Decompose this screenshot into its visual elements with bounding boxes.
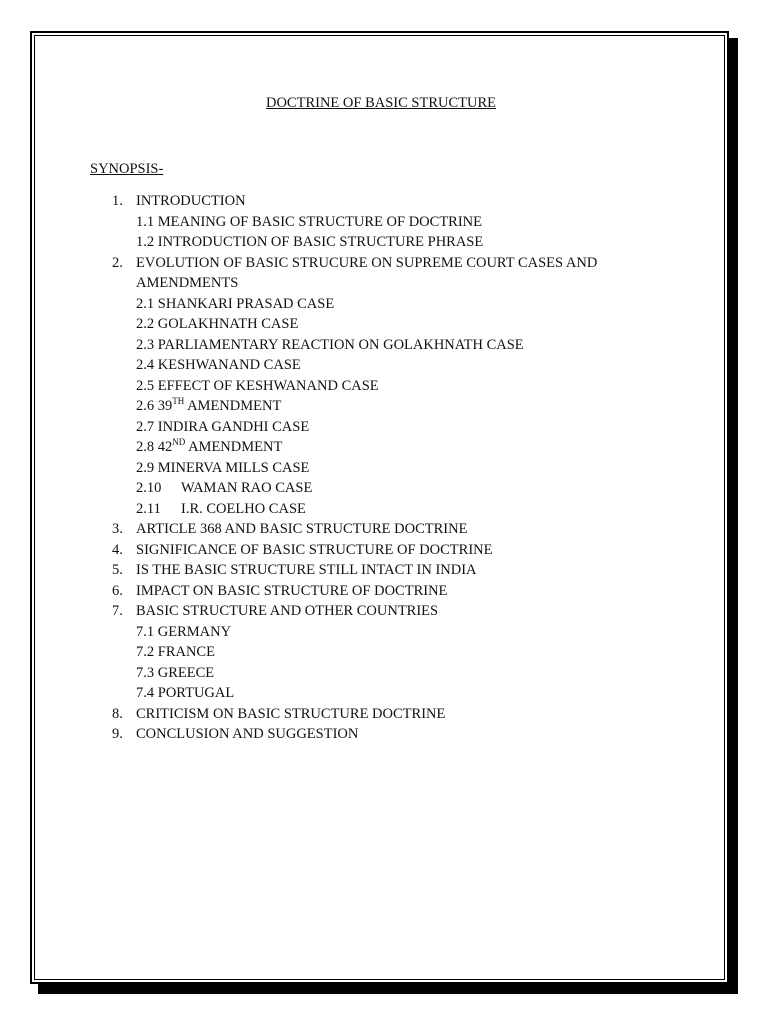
toc-subitem-text: WAMAN RAO CASE: [181, 480, 313, 496]
toc-subitem: [0, 232, 768, 253]
toc-item-text: IS THE BASIC STRUCTURE STILL INTACT IN INDIA: [136, 562, 477, 578]
toc-subitem-text: I.R. COELHO CASE: [181, 500, 306, 517]
toc-subitem-text: 7.2 FRANCE: [136, 644, 215, 660]
toc-subitem-text: 2.7 INDIRA GANDHI CASE: [136, 418, 310, 435]
document-title: DOCTRINE OF BASIC STRUCTURE: [265, 95, 496, 111]
toc-item-number: 1.: [112, 193, 123, 209]
toc-subitem: [0, 663, 768, 684]
toc-item-number: 5.: [112, 562, 123, 578]
toc-subitem: [0, 396, 768, 417]
toc-subitem-pre: 2.6 39: [136, 398, 173, 414]
toc-subitem-text: 2.1 SHANKARI PRASAD CASE: [136, 295, 335, 312]
toc-subitem-text: AMENDMENTS: [136, 275, 239, 291]
toc-subitem-text: 7.3 GREECE: [136, 664, 215, 681]
toc-item-text: INTRODUCTION: [136, 193, 246, 209]
toc-subitem: [0, 642, 768, 663]
toc-subitem: [0, 437, 768, 458]
toc-item-text: ARTICLE 368 AND BASIC STRUCTURE DOCTRINE: [136, 521, 468, 537]
toc-subitem-text: 7.1 GERMANY: [136, 623, 232, 640]
toc-subitem-text: 2.9 MINERVA MILLS CASE: [136, 459, 310, 476]
toc-item-number: 6.: [112, 582, 123, 599]
toc-subitem: [0, 478, 768, 499]
toc-item-text: EVOLUTION OF BASIC STRUCURE ON SUPREME COURT CASES AND: [136, 254, 598, 271]
toc-subitem-text: [136, 396, 281, 417]
toc-subitem-text: 2.3 PARLIAMENTARY REACTION ON GOLAKHNATH CASE: [136, 336, 524, 353]
toc-subitem: [0, 355, 768, 376]
toc-item: [0, 601, 768, 622]
toc-item-text: CONCLUSION AND SUGGESTION: [136, 726, 359, 742]
toc-subitem: [0, 376, 768, 397]
toc-item-number: 7.: [112, 603, 123, 619]
toc-item: [0, 704, 768, 725]
toc-subitem-pre: 2.8 42: [136, 439, 173, 455]
toc-item-continuation: [0, 273, 768, 294]
toc-subitem-number: 2.11: [136, 500, 161, 517]
ordinal-superscript: TH: [172, 396, 185, 406]
toc-item-number: 9.: [112, 726, 123, 742]
toc-item: [0, 253, 768, 274]
toc-subitem: [0, 458, 768, 479]
toc-item-number: 3.: [112, 521, 123, 537]
toc-subitem-text: 1.2 INTRODUCTION OF BASIC STRUCTURE PHRASE: [136, 234, 484, 250]
toc-subitem: [0, 622, 768, 643]
toc-subitem: [0, 417, 768, 438]
toc-subitem-text: 2.5 EFFECT OF KESHWANAND CASE: [136, 377, 379, 394]
ordinal-superscript: ND: [172, 437, 186, 447]
toc-subitem: [0, 314, 768, 335]
toc-subitem-post: AMENDMENT: [185, 439, 283, 455]
toc-item: [0, 519, 768, 540]
toc-subitem: [0, 335, 768, 356]
toc-subitem: [0, 499, 768, 520]
toc-subitem-post: AMENDMENT: [184, 398, 282, 414]
synopsis-heading: SYNOPSIS-: [90, 161, 164, 177]
toc-subitem: [0, 294, 768, 315]
toc-subitem: [0, 212, 768, 233]
toc-item: [0, 724, 768, 745]
table-of-contents: [0, 191, 768, 745]
toc-item-text: CRITICISM ON BASIC STRUCTURE DOCTRINE: [136, 705, 446, 722]
toc-item: [0, 581, 768, 602]
toc-item-text: SIGNIFICANCE OF BASIC STRUCTURE OF DOCTRINE: [136, 541, 493, 558]
toc-item-text: IMPACT ON BASIC STRUCTURE OF DOCTRINE: [136, 582, 448, 599]
toc-subitem-text: 7.4 PORTUGAL: [136, 685, 235, 701]
toc-item-text: BASIC STRUCTURE AND OTHER COUNTRIES: [136, 603, 439, 619]
toc-item: [0, 540, 768, 561]
toc-subitem-text: 2.2 GOLAKHNATH CASE: [136, 316, 299, 332]
toc-subitem-text: 1.1 MEANING OF BASIC STRUCTURE OF DOCTRINE: [136, 213, 483, 230]
toc-subitem-number: 2.10: [136, 480, 162, 496]
toc-subitem: [0, 683, 768, 704]
toc-subitem-text: 2.4 KESHWANAND CASE: [136, 357, 301, 373]
toc-item: [0, 560, 768, 581]
toc-subitem-text: [136, 437, 282, 458]
toc-item-number: 4.: [112, 541, 123, 558]
toc-item-number: 2.: [112, 254, 123, 271]
toc-item: [0, 191, 768, 212]
toc-item-number: 8.: [112, 705, 123, 722]
